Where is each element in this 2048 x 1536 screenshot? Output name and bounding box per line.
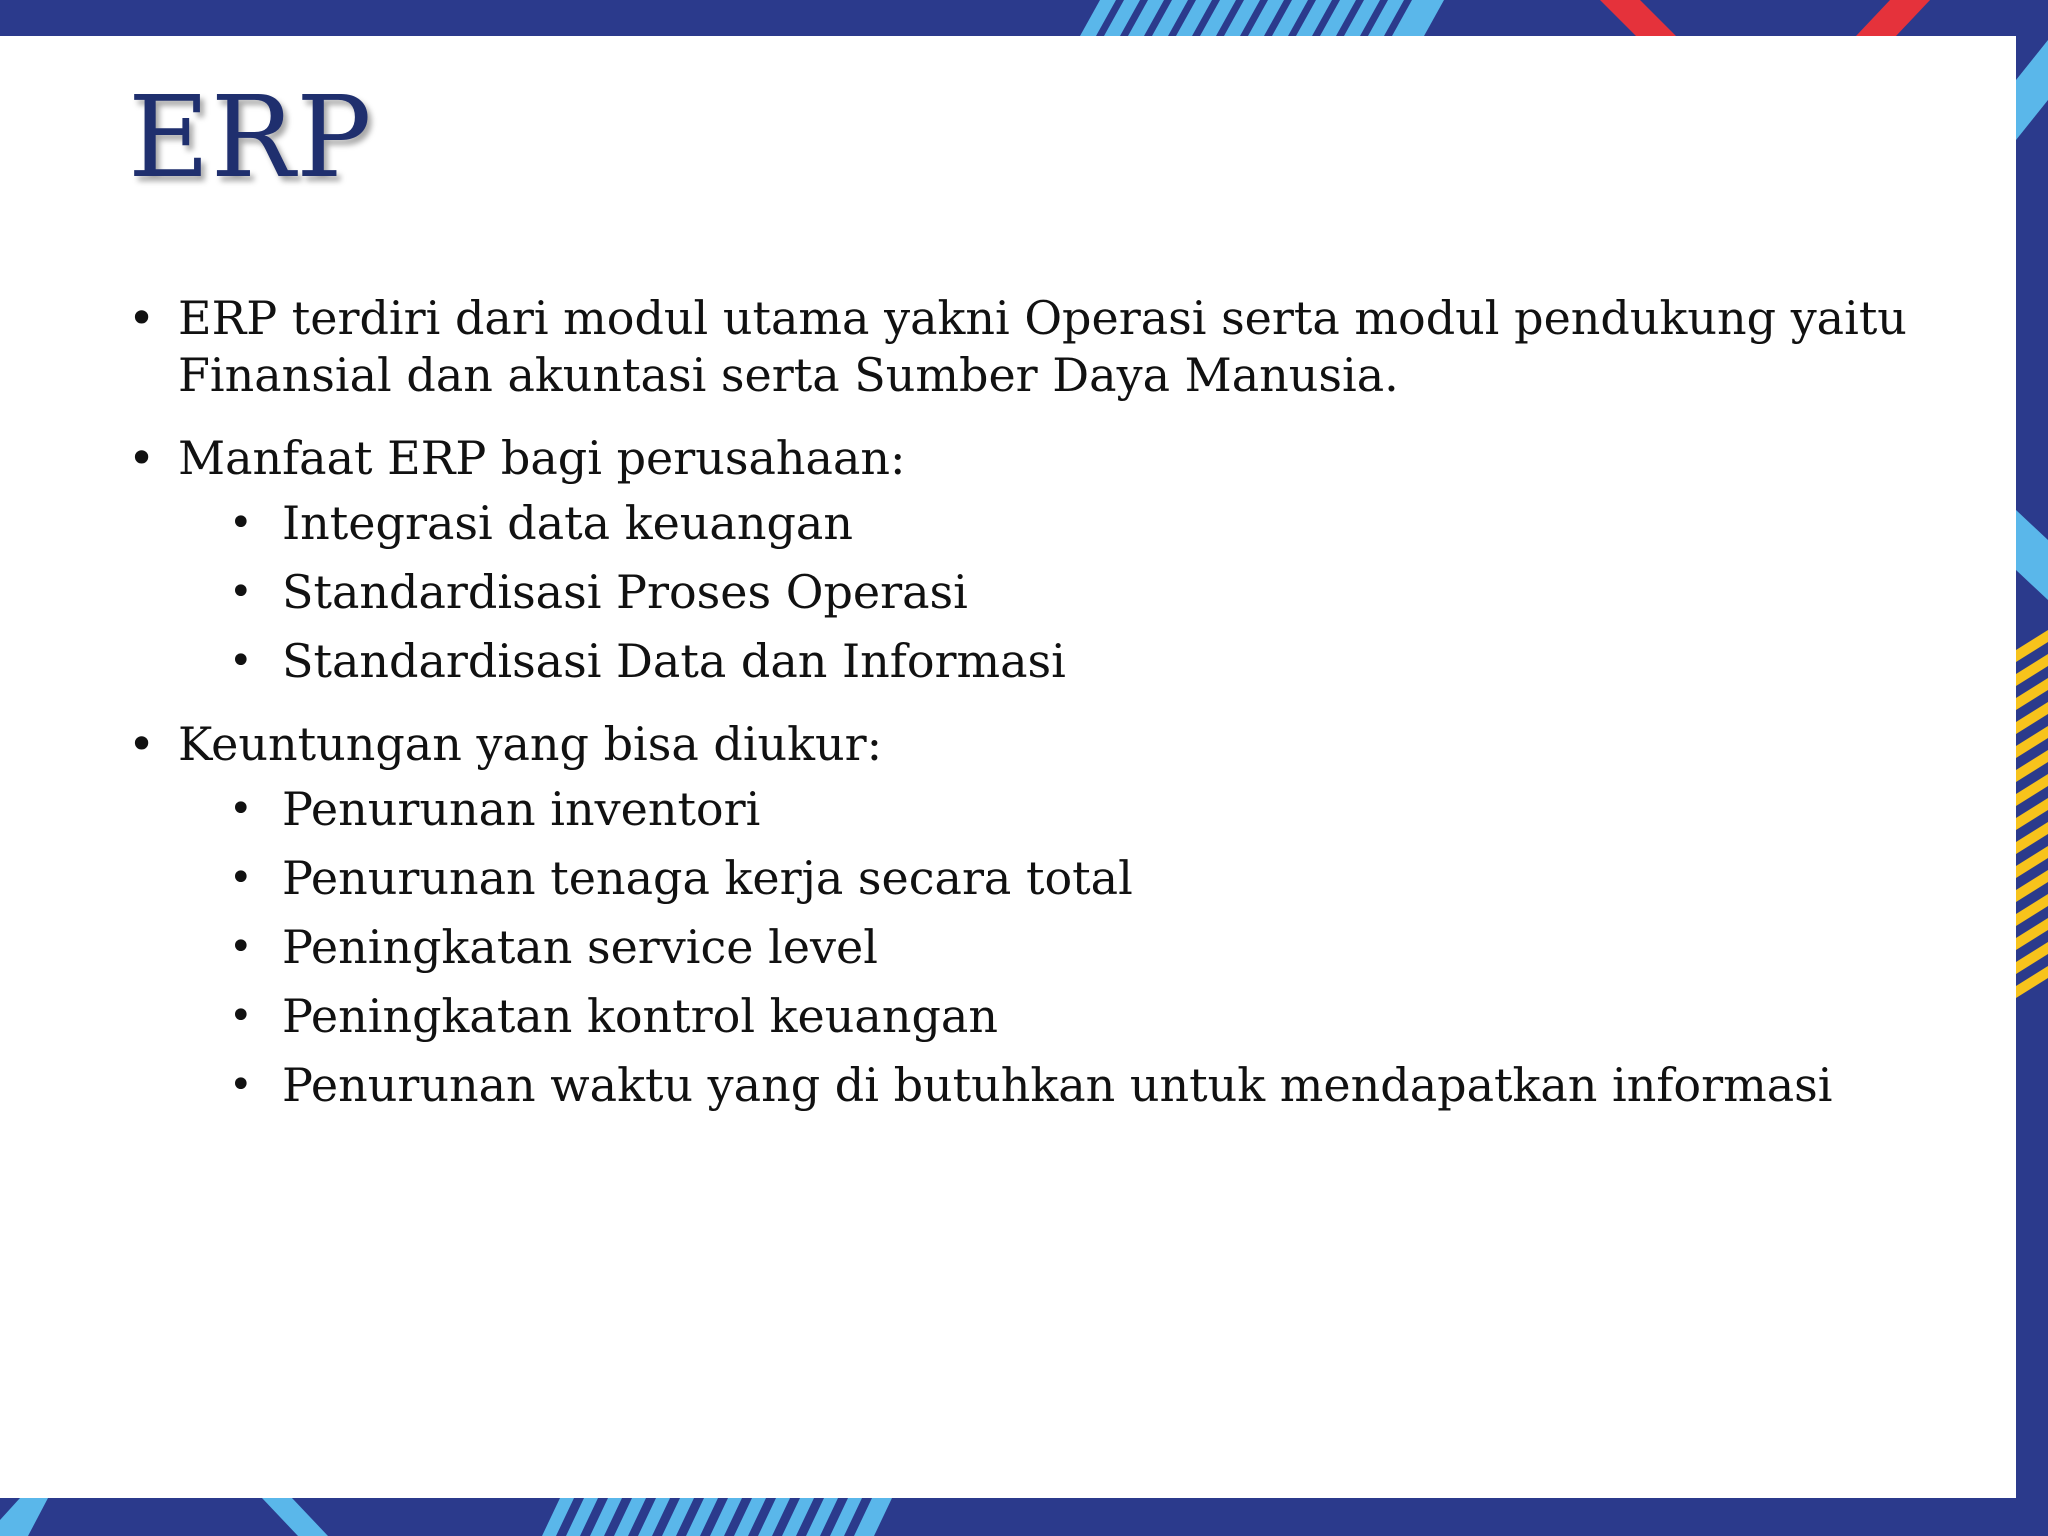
slide-title: ERP [128,73,373,203]
sub-bullet-text: Standardisasi Data dan Informasi [282,634,1066,688]
bullet-item [120,290,1940,404]
sub-bullet-item [120,919,1940,976]
sub-bullet-list [178,781,1940,1114]
sub-bullet-text: Peningkatan kontrol keuangan [282,989,998,1043]
sub-bullet-item [120,988,1940,1045]
bullet-item [120,716,1940,1114]
sub-bullet-item [120,495,1940,552]
sub-bullet-item [120,564,1940,621]
sub-bullet-item [120,850,1940,907]
bullet-item [120,430,1940,690]
sub-bullet-text: Standardisasi Proses Operasi [282,565,968,619]
bullet-text: ERP terdiri dari modul utama yakni Operasi serta modul pendukung yaitu Finansial dan akuntasi serta Sumber Daya Manusia. [178,291,1907,402]
sub-bullet-item [120,781,1940,838]
sub-bullet-item [120,1057,1940,1114]
slide-body [120,290,1940,1140]
bullet-list [120,290,1940,1114]
bullet-text: Manfaat ERP bagi perusahaan: [178,431,906,485]
sub-bullet-text: Peningkatan service level [282,920,878,974]
sub-bullet-text: Penurunan waktu yang di butuhkan untuk mendapatkan informasi [282,1058,1833,1112]
sub-bullet-text: Integrasi data keuangan [282,496,853,550]
sub-bullet-item [120,633,1940,690]
sub-bullet-list [178,495,1940,690]
sub-bullet-text: Penurunan inventori [282,782,761,836]
sub-bullet-text: Penurunan tenaga kerja secara total [282,851,1133,905]
bullet-text: Keuntungan yang bisa diukur: [178,717,883,771]
